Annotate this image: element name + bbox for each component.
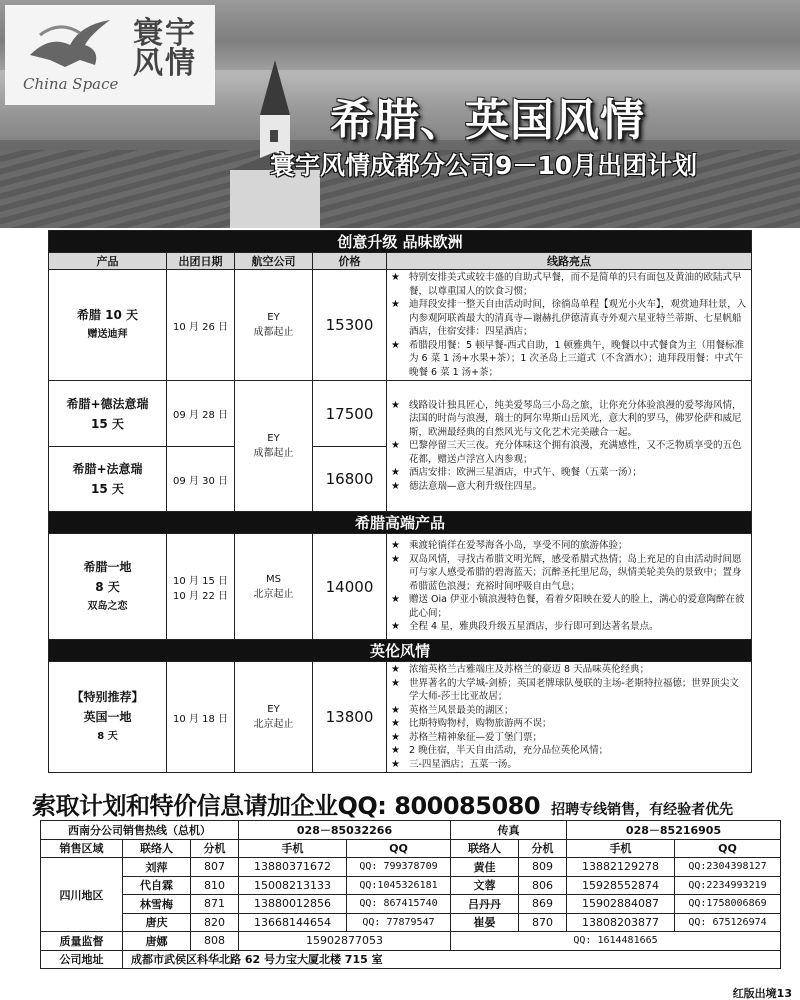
mobile: 15008213133 <box>239 876 347 895</box>
product-cell <box>49 534 167 640</box>
list-item: ★ 巴黎停留三天三夜。充分体味这个拥有浪漫，充满感性，又不乏物质享受的五色花都，赠送卢浮宫入内参观； <box>391 440 742 465</box>
winged-horse-icon <box>20 15 120 75</box>
highlights-cell <box>387 534 752 640</box>
section-header: 创意升级 品味欧洲 <box>49 231 752 253</box>
product-cell <box>49 381 167 447</box>
product-cell <box>49 447 167 512</box>
qq: QQ: 799378709 <box>347 858 451 877</box>
product-name: 希腊+法意瑞 <box>72 462 143 476</box>
column-header: 航空公司 <box>235 253 313 270</box>
list-item: ★ 三-四星酒店；五菜一汤。 <box>391 758 517 770</box>
product-name: 英国一地 <box>83 710 132 724</box>
star-icon: ★ <box>391 299 400 310</box>
airline-cell <box>235 534 313 640</box>
date-line: 10 月 22 日 <box>173 590 228 602</box>
highlights-cell <box>387 381 752 512</box>
column-header: QQ <box>675 839 781 858</box>
qq: QQ: 867415740 <box>347 895 451 914</box>
table-row <box>49 662 752 773</box>
table-row <box>41 839 781 858</box>
fax-number: 028－85216905 <box>567 821 781 840</box>
qq: QQ: 77879547 <box>347 913 451 932</box>
church-tower-icon <box>230 60 320 228</box>
column-header: 联络人 <box>123 839 191 858</box>
contact-table <box>40 820 781 969</box>
logo-english: China Space <box>23 75 119 93</box>
table-row <box>41 821 781 840</box>
star-icon: ★ <box>391 339 400 351</box>
price: 13800 <box>313 662 387 773</box>
list-item: ★ 酒店安排：欧洲三星酒店，中式午、晚餐（五菜一汤）； <box>391 467 642 479</box>
list-item: ★ 全程 4 星，雅典段升级五星酒店，步行即可到达著名景点。 <box>391 621 659 633</box>
product-days: 15 天 <box>91 416 124 431</box>
contact-name: 吕丹丹 <box>451 895 519 914</box>
mobile: 15928552874 <box>567 876 675 895</box>
product-name: 希腊一地 <box>83 559 132 574</box>
logo-chinese: 寰宇风情 <box>133 16 197 81</box>
star-icon: ★ <box>391 758 400 770</box>
departure-date: 10 月 18 日 <box>167 662 235 773</box>
contact-name: 林雪梅 <box>123 895 191 914</box>
extension: 870 <box>519 913 567 932</box>
mobile: 13668144654 <box>239 913 347 932</box>
airline-code: EY <box>267 433 280 444</box>
qq: QQ:2304398127 <box>675 858 781 877</box>
departure-city: 北京起止 <box>253 588 294 600</box>
extension: 806 <box>519 876 567 895</box>
section-header: 希腊高端产品 <box>49 512 752 534</box>
hotline-number: 028－85032266 <box>239 821 451 840</box>
airline-cell <box>235 381 313 512</box>
contact-name: 黄佳 <box>451 858 519 877</box>
column-header: 分机 <box>191 839 239 858</box>
star-icon: ★ <box>391 621 400 633</box>
hero-banner <box>0 0 800 228</box>
list-item: ★ 英格兰风景最美的湖区； <box>391 704 514 716</box>
quality-label: 质量监督 <box>41 932 123 951</box>
contact-name: 刘萍 <box>123 858 191 877</box>
product-name: 希腊 10 天 <box>76 308 139 322</box>
mobile: 13882129278 <box>567 858 675 877</box>
extension: 807 <box>191 858 239 877</box>
table-row <box>49 270 752 381</box>
star-icon: ★ <box>391 440 400 452</box>
table-row <box>41 932 781 951</box>
star-icon: ★ <box>391 718 400 729</box>
list-item: ★ 比斯特购物村，购物旅游两不误； <box>391 718 552 729</box>
hotline-label: 西南分公司销售热线（总机） <box>41 821 239 840</box>
price: 17500 <box>313 381 387 447</box>
company-logo <box>5 5 215 105</box>
list-item: ★ 苏格兰精神象征—爱丁堡门票； <box>391 731 543 743</box>
contact-name: 文蓉 <box>451 876 519 895</box>
list-item: ★ 希腊段用餐：5 顿早餐-西式自助，1 顿雅典午，晚餐以中式餐食为主（用餐标准为 6 菜 1 汤+水果+茶）；1 次圣岛上三道式（不含酒水）；迪拜段用餐：中式午晚餐 6 菜 1 汤+茶； <box>391 339 745 378</box>
product-cell <box>49 270 167 381</box>
qq: QQ: 1614481665 <box>451 932 781 951</box>
qq-banner <box>32 786 782 820</box>
airline-code: EY <box>267 312 280 323</box>
section-header: 英伦风情 <box>49 640 752 662</box>
contact-name: 崔晏 <box>451 913 519 932</box>
table-row <box>41 895 781 914</box>
list-item: ★ 特别安排美式或较丰盛的自助式早餐，而不是简单的只有面包及黄油的欧陆式早餐，以尊重国人的饮食习惯； <box>391 272 742 297</box>
price: 14000 <box>313 534 387 640</box>
region-cell: 四川地区 <box>41 858 123 932</box>
star-icon: ★ <box>391 399 400 411</box>
page-title: 希腊、英国风情 <box>330 95 645 146</box>
departure-city: 北京起止 <box>253 719 294 730</box>
mobile: 15902877053 <box>239 932 451 951</box>
departure-city: 成都起止 <box>253 327 294 338</box>
column-header: 手机 <box>239 839 347 858</box>
airline-cell <box>235 270 313 381</box>
address: 成都市武侯区科华北路 62 号力宝大厦北楼 715 室 <box>123 950 781 969</box>
mobile: 15902884087 <box>567 895 675 914</box>
list-item: ★ 浓缩英格兰古雅端庄及苏格兰的豪迈 8 天品味英伦经典； <box>391 664 650 675</box>
product-days: 15 天 <box>91 482 124 496</box>
star-icon: ★ <box>391 704 400 716</box>
table-row <box>41 858 781 877</box>
airline-code: EY <box>267 704 280 715</box>
star-icon: ★ <box>391 272 400 283</box>
departure-date: 09 月 30 日 <box>167 447 235 512</box>
date-line: 10 月 15 日 <box>173 575 228 587</box>
list-item: ★ 线路设计独具匠心，纯美爱琴岛三小岛之旅，让你充分体验浪漫的爱琴海风情，法国的时尚与浪漫，瑞士的阿尔卑斯山岳风光，意大利的罗马，佛罗伦萨和威尼斯，欧洲最经典的自然风光与文化艺术完美融合一起。 <box>391 399 742 438</box>
recruitment-text: 招聘专线销售，有经验者优先 <box>551 802 734 818</box>
column-header: 手机 <box>567 839 675 858</box>
list-item: ★ 乘渡轮徜徉在爱琴海各小岛，享受不同的旅游体验； <box>391 540 628 552</box>
price: 16800 <box>313 447 387 512</box>
departure-city: 成都起止 <box>253 448 294 459</box>
product-days: 8 天 <box>95 579 120 594</box>
star-icon: ★ <box>391 480 400 492</box>
mobile: 13880012856 <box>239 895 347 914</box>
star-icon: ★ <box>391 594 400 606</box>
column-header: 分机 <box>519 839 567 858</box>
product-days: 8 天 <box>97 731 118 742</box>
column-header: 价格 <box>313 253 387 270</box>
extension: 810 <box>191 876 239 895</box>
airline-code: MS <box>266 573 281 585</box>
table-row <box>49 534 752 640</box>
product-extra: 双岛之恋 <box>87 600 128 612</box>
highlights-cell <box>387 662 752 773</box>
list-item: ★ 迪拜段安排一整天自由活动时间，徐徜岛单程【观光小火车】，观赏迪拜壮景，入内参观阿联酋最大的清真寺—谢赫扎伊德清真寺外观六星亚特兰蒂斯、七星帆船酒店，住宿安排：四星酒店； <box>391 299 747 337</box>
column-header: 销售区域 <box>41 839 123 858</box>
contact-name: 唐娜 <box>123 932 191 951</box>
column-header: QQ <box>347 839 451 858</box>
departure-date: 10 月 26 日 <box>167 270 235 381</box>
airline-cell <box>235 662 313 773</box>
price: 15300 <box>313 270 387 381</box>
product-extra: 赠送迪拜 <box>87 329 128 340</box>
qq: QQ:2234993219 <box>675 876 781 895</box>
column-header: 出团日期 <box>167 253 235 270</box>
column-header: 产品 <box>49 253 167 270</box>
itinerary-table <box>48 230 752 773</box>
star-icon: ★ <box>391 540 400 552</box>
product-tag: 【特别推荐】 <box>71 690 144 704</box>
star-icon: ★ <box>391 553 400 565</box>
table-row <box>41 950 781 969</box>
product-cell <box>49 662 167 773</box>
product-name: 希腊+德法意瑞 <box>66 396 149 411</box>
extension: 820 <box>191 913 239 932</box>
star-icon: ★ <box>391 677 400 689</box>
qq: QQ:1045326181 <box>347 876 451 895</box>
table-row <box>41 876 781 895</box>
page-footer: 红版出境13 <box>732 987 792 1000</box>
list-item: ★ 双岛风情，寻找古希腊文明光辉，感受希腊式热情；岛上充足的自由活动时间愿可与家人感受希腊的碧海蓝天；沉醉圣托里尼岛，纵情美轮美奂的景致中；置身希腊蓝色浪漫；充裕时间呼吸自由气息； <box>391 553 742 592</box>
contact-name: 唐庆 <box>123 913 191 932</box>
list-item: ★ 世界著名的大学城-剑桥；英国老牌球队曼联的主场-老斯特拉福德；世界顶尖文学大师-莎士比亚故居； <box>391 677 739 702</box>
departure-date <box>167 534 235 640</box>
address-label: 公司地址 <box>41 950 123 969</box>
list-item: ★ 2 晚住宿，半天自由活动，充分品位英伦风情； <box>391 745 609 756</box>
extension: 871 <box>191 895 239 914</box>
column-header: 联络人 <box>451 839 519 858</box>
page-subtitle: 寰宇风情成都分公司9－10月出团计划 <box>270 151 698 180</box>
mobile: 13880371672 <box>239 858 347 877</box>
departure-date: 09 月 28 日 <box>167 381 235 447</box>
highlights-cell <box>387 270 752 381</box>
qq: QQ: 675126974 <box>675 913 781 932</box>
table-row <box>49 381 752 447</box>
extension: 808 <box>191 932 239 951</box>
table-row <box>41 913 781 932</box>
qq: QQ:1758006869 <box>675 895 781 914</box>
list-item: ★ 赠送 Oia 伊亚小镇浪漫特色餐，看着夕阳映在爱人的脸上，满心的爱意陶醉在彼此心间； <box>391 594 745 619</box>
contact-name: 代自霖 <box>123 876 191 895</box>
fax-label: 传真 <box>451 821 567 840</box>
qq-contact-text: 索取计划和特价信息请加企业QQ: 800085080 <box>32 792 541 820</box>
mobile: 13808203877 <box>567 913 675 932</box>
star-icon: ★ <box>391 467 400 479</box>
list-item: ★ 德法意瑞—意大利升级住四星。 <box>391 480 543 492</box>
column-header: 线路亮点 <box>387 253 752 270</box>
star-icon: ★ <box>391 745 400 756</box>
star-icon: ★ <box>391 731 400 743</box>
star-icon: ★ <box>391 664 400 675</box>
extension: 809 <box>519 858 567 877</box>
extension: 869 <box>519 895 567 914</box>
